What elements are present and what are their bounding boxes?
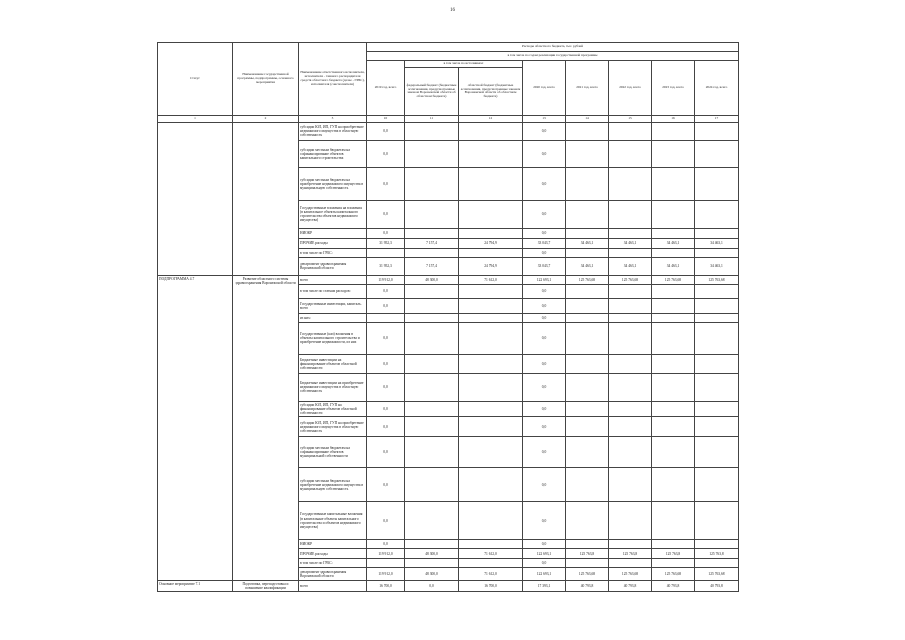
- cell-value: 0,0: [523, 559, 566, 568]
- cell-value: [459, 284, 523, 298]
- cell-value: [367, 248, 405, 257]
- cell-value: 17 393,1: [523, 581, 566, 592]
- header-2019: 2019 год, всего: [367, 61, 405, 116]
- cell-value: [459, 401, 523, 416]
- row-label: Государственные вложения на вложения (в капитальное объекты капитального строительства объектов недвижимого имущества): [299, 200, 367, 228]
- col-number: 16: [652, 115, 695, 122]
- status-cell: ПОДПРОГРАММА 4.7: [158, 275, 233, 580]
- cell-value: [695, 437, 739, 468]
- cell-value: [566, 468, 609, 502]
- header-status: Статус: [158, 43, 233, 116]
- cell-value: 40 793,8: [652, 581, 695, 592]
- row-label: в том числе по ГРБС:: [299, 248, 367, 257]
- cell-value: [405, 502, 459, 540]
- cell-value: [652, 167, 695, 200]
- row-label: всего: [299, 275, 367, 284]
- cell-value: [695, 322, 739, 354]
- page-number: 16: [450, 8, 455, 13]
- cell-value: [405, 122, 459, 140]
- cell-value: 40 793,8: [695, 581, 739, 592]
- cell-value: 125 763,8: [566, 549, 609, 559]
- cell-value: 40 793,8: [609, 581, 652, 592]
- cell-value: [695, 540, 739, 549]
- cell-value: [652, 200, 695, 228]
- header-expenses: Расходы областного бюджета, тыс. рублей: [367, 43, 739, 52]
- cell-value: [609, 167, 652, 200]
- cell-value: 0,0: [523, 122, 566, 140]
- cell-value: 0,0: [367, 167, 405, 200]
- cell-value: [609, 122, 652, 140]
- cell-value: [652, 228, 695, 238]
- cell-value: [652, 354, 695, 373]
- cell-value: [459, 228, 523, 238]
- row-label: в том числе по ГРБС:: [299, 559, 367, 568]
- header-source: Наименование ответственного исполнителя, исполнителя - главного распорядителя средств областного бюджета (далее - ГРБС), исполнителя (соисполнителя): [299, 43, 367, 116]
- cell-value: 31 952,3: [367, 238, 405, 248]
- cell-value: [459, 502, 523, 540]
- cell-value: [459, 200, 523, 228]
- row-label: ПРОЧИЕ расходы: [299, 238, 367, 248]
- row-label: субсидии местным бюджетам на софинансирование объектов муниципальной собственности: [299, 437, 367, 468]
- cell-value: [652, 284, 695, 298]
- cell-value: [695, 417, 739, 437]
- header-2020: 2020 год, всего: [523, 61, 566, 116]
- cell-value: [459, 417, 523, 437]
- cell-value: 16 700,0: [459, 581, 523, 592]
- cell-value: 0,0: [523, 140, 566, 167]
- cell-value: [459, 468, 523, 502]
- col-number: 17: [695, 115, 739, 122]
- cell-value: [367, 559, 405, 568]
- cell-value: 119 912,0: [367, 568, 405, 581]
- header-2024: 2024 год, всего: [695, 61, 739, 116]
- cell-value: [609, 313, 652, 322]
- cell-value: [405, 322, 459, 354]
- program-cell: Подготовка, переподготовка и повышение квалификации: [233, 581, 299, 592]
- row-label: НИОКР: [299, 540, 367, 549]
- cell-value: [652, 417, 695, 437]
- cell-value: 122 693,1: [523, 568, 566, 581]
- row-label: субсидии местным бюджетам на приобретение недвижимого имущества в муниципальную собственность: [299, 167, 367, 200]
- cell-value: [405, 417, 459, 437]
- cell-value: [459, 167, 523, 200]
- row-label: ПРОЧИЕ расходы: [299, 549, 367, 559]
- cell-value: [405, 167, 459, 200]
- cell-value: [609, 140, 652, 167]
- cell-value: 0,0: [367, 122, 405, 140]
- cell-value: [405, 373, 459, 401]
- cell-value: [695, 468, 739, 502]
- cell-value: [566, 417, 609, 437]
- cell-value: 48 300,0: [405, 568, 459, 581]
- cell-value: [652, 468, 695, 502]
- cell-value: [405, 401, 459, 416]
- cell-value: [652, 313, 695, 322]
- cell-value: 24 794,9: [459, 257, 523, 275]
- cell-value: 34 463,1: [695, 238, 739, 248]
- header-2023: 2023 год, всего: [652, 61, 695, 116]
- cell-value: 24 794,9: [459, 238, 523, 248]
- cell-value: [695, 298, 739, 313]
- cell-value: 125 763,68: [566, 275, 609, 284]
- cell-value: [652, 140, 695, 167]
- cell-value: [652, 559, 695, 568]
- cell-value: 0,0: [367, 298, 405, 313]
- cell-value: 0,0: [523, 284, 566, 298]
- cell-value: [459, 122, 523, 140]
- block1: [158, 122, 739, 275]
- status-cell: Основное мероприятие 7.1: [158, 581, 233, 592]
- cell-value: [459, 140, 523, 167]
- cell-value: 0,0: [523, 540, 566, 549]
- header-2022: 2022 год, всего: [609, 61, 652, 116]
- cell-value: [695, 284, 739, 298]
- header-program: Наименование государственной программы, подпрограммы, основного мероприятия: [233, 43, 299, 116]
- cell-value: [609, 417, 652, 437]
- cell-value: [405, 540, 459, 549]
- cell-value: 0,0: [367, 502, 405, 540]
- col-number: 3: [299, 115, 367, 122]
- cell-value: 34 463,1: [695, 257, 739, 275]
- row-label: всего: [299, 581, 367, 592]
- cell-value: 71 612,0: [459, 568, 523, 581]
- cell-value: 0,0: [367, 322, 405, 354]
- row-label: в том числе по статьям расходов:: [299, 284, 367, 298]
- cell-value: [609, 401, 652, 416]
- cell-value: [695, 122, 739, 140]
- cell-value: 0,0: [367, 284, 405, 298]
- cell-value: 125 763,68: [609, 568, 652, 581]
- table-row: [158, 122, 739, 140]
- cell-value: 125 763,68: [652, 568, 695, 581]
- row-label: субсидии ЮЛ, ИП, ГУП на приобретение недвижимого имущества в областную собственность: [299, 122, 367, 140]
- cell-value: [566, 401, 609, 416]
- cell-value: [566, 373, 609, 401]
- cell-value: [652, 322, 695, 354]
- cell-value: [405, 354, 459, 373]
- header-fed: федеральный бюджет (бюджетные ассигнования, предусмотренные законом Воронежской области об областном бюджете): [405, 67, 459, 115]
- cell-value: [609, 248, 652, 257]
- row-label: НИОКР: [299, 228, 367, 238]
- cell-value: [652, 248, 695, 257]
- cell-value: [405, 200, 459, 228]
- header-by-years: в том числе по годам реализации государственной программы: [367, 52, 739, 61]
- cell-value: 0,0: [523, 167, 566, 200]
- cell-value: 119 912,0: [367, 275, 405, 284]
- cell-value: 125 763,68: [695, 275, 739, 284]
- cell-value: 0,0: [523, 468, 566, 502]
- cell-value: [459, 322, 523, 354]
- cell-value: [566, 313, 609, 322]
- cell-value: [566, 354, 609, 373]
- cell-value: [695, 313, 739, 322]
- cell-value: 122 693,1: [523, 275, 566, 284]
- cell-value: [459, 559, 523, 568]
- cell-value: 0,0: [523, 298, 566, 313]
- block2: [158, 275, 739, 580]
- cell-value: [652, 298, 695, 313]
- cell-value: [695, 167, 739, 200]
- cell-value: [459, 437, 523, 468]
- cell-value: [566, 248, 609, 257]
- cell-value: 33 043,7: [523, 238, 566, 248]
- cell-value: 0,0: [523, 401, 566, 416]
- cell-value: [652, 502, 695, 540]
- cell-value: [566, 122, 609, 140]
- cell-value: 0,0: [367, 468, 405, 502]
- cell-value: [652, 122, 695, 140]
- cell-value: [405, 248, 459, 257]
- col-number: 14: [566, 115, 609, 122]
- cell-value: 48 300,0: [405, 275, 459, 284]
- cell-value: [609, 373, 652, 401]
- row-label: Бюджетные инвестиции на приобретение недвижимого имущества в областную собственность: [299, 373, 367, 401]
- cell-value: 34 463,1: [566, 238, 609, 248]
- cell-value: 40 793,8: [566, 581, 609, 592]
- cell-value: 0,0: [367, 200, 405, 228]
- cell-value: 125 763,68: [652, 275, 695, 284]
- row-label: Государственные инвестиции, капиталь. всего: [299, 298, 367, 313]
- col-number: 11: [405, 115, 459, 122]
- col-number: 15: [609, 115, 652, 122]
- cell-value: 0,0: [367, 437, 405, 468]
- cell-value: 0,0: [367, 401, 405, 416]
- cell-value: 0,0: [367, 373, 405, 401]
- cell-value: [566, 228, 609, 238]
- cell-value: [566, 284, 609, 298]
- cell-value: [459, 540, 523, 549]
- cell-value: 48 300,0: [405, 549, 459, 559]
- cell-value: [695, 248, 739, 257]
- cell-value: [566, 437, 609, 468]
- block3: [158, 581, 739, 592]
- cell-value: [566, 200, 609, 228]
- cell-value: [695, 354, 739, 373]
- cell-value: 0,0: [523, 502, 566, 540]
- cell-value: [695, 502, 739, 540]
- cell-value: [405, 559, 459, 568]
- cell-value: 0,0: [523, 417, 566, 437]
- cell-value: [652, 540, 695, 549]
- row-label: из них:: [299, 313, 367, 322]
- cell-value: 0,0: [367, 417, 405, 437]
- table-row: [158, 581, 739, 592]
- cell-value: 0,0: [523, 313, 566, 322]
- cell-value: [459, 298, 523, 313]
- cell-value: 0,0: [523, 354, 566, 373]
- cell-value: [695, 373, 739, 401]
- cell-value: [566, 502, 609, 540]
- cell-value: 0,0: [367, 228, 405, 238]
- cell-value: [695, 228, 739, 238]
- cell-value: [652, 373, 695, 401]
- cell-value: [609, 298, 652, 313]
- table-row: [158, 275, 739, 284]
- cell-value: [566, 322, 609, 354]
- cell-value: 0,0: [523, 200, 566, 228]
- cell-value: [566, 559, 609, 568]
- cell-value: [652, 437, 695, 468]
- cell-value: 125 763,8: [609, 549, 652, 559]
- cell-value: [609, 468, 652, 502]
- cell-value: [367, 313, 405, 322]
- cell-value: 34 463,1: [609, 238, 652, 248]
- cell-value: [609, 437, 652, 468]
- cell-value: [695, 140, 739, 167]
- col-number: 1: [158, 115, 233, 122]
- cell-value: [566, 167, 609, 200]
- cell-value: 31 952,3: [367, 257, 405, 275]
- col-number: 2: [233, 115, 299, 122]
- cell-value: [459, 313, 523, 322]
- row-label: субсидии местным бюджетам на софинансирование объектов капитального строительства: [299, 140, 367, 167]
- cell-value: [609, 559, 652, 568]
- cell-value: 34 463,1: [652, 238, 695, 248]
- cell-value: 16 700,0: [367, 581, 405, 592]
- col-number: 13: [523, 115, 566, 122]
- cell-value: [405, 437, 459, 468]
- row-label: Государственные капитальные вложения (в капитальные объекты капитального строительства и объектов недвижимого имущества): [299, 502, 367, 540]
- cell-value: 0,0: [367, 140, 405, 167]
- cell-value: 33 043,7: [523, 257, 566, 275]
- cell-value: 125 763,68: [695, 568, 739, 581]
- cell-value: 7 157,4: [405, 238, 459, 248]
- cell-value: 125 763,8: [652, 549, 695, 559]
- cell-value: [566, 140, 609, 167]
- cell-value: 0,0: [367, 354, 405, 373]
- cell-value: [609, 354, 652, 373]
- cell-value: 34 463,1: [652, 257, 695, 275]
- cell-value: [459, 354, 523, 373]
- cell-value: [609, 502, 652, 540]
- cell-value: [609, 322, 652, 354]
- col-number: 10: [367, 115, 405, 122]
- cell-value: 7 157,4: [405, 257, 459, 275]
- header-incl: в том числе по источникам:: [405, 61, 523, 68]
- cell-value: 34 463,1: [566, 257, 609, 275]
- cell-value: 71 612,0: [459, 275, 523, 284]
- cell-value: 125 763,8: [695, 549, 739, 559]
- cell-value: 0,0: [523, 248, 566, 257]
- budget-table: [157, 42, 739, 592]
- cell-value: [566, 298, 609, 313]
- row-label: Бюджетные инвестиции на финансирование объектов областной собственности: [299, 354, 367, 373]
- row-label: департамент здравоохранения Воронежской области: [299, 568, 367, 581]
- program-cell: Развитие областного системы здравоохранения Воронежской области: [233, 275, 299, 580]
- cell-value: [652, 401, 695, 416]
- cell-value: 71 612,0: [459, 549, 523, 559]
- cell-value: [405, 228, 459, 238]
- header-2021: 2021 год, всего: [566, 61, 609, 116]
- cell-value: 122 693,1: [523, 549, 566, 559]
- cell-value: [405, 140, 459, 167]
- cell-value: 0,0: [367, 540, 405, 549]
- cell-value: 0,0: [405, 581, 459, 592]
- cell-value: 0,0: [523, 437, 566, 468]
- row-label: субсидии ЮЛ, ИП, ГУП на приобретение недвижимого имущества в областную собственность: [299, 417, 367, 437]
- cell-value: 119 912,0: [367, 549, 405, 559]
- cell-value: [609, 284, 652, 298]
- cell-value: [405, 284, 459, 298]
- cell-value: 125 763,68: [566, 568, 609, 581]
- cell-value: [459, 248, 523, 257]
- cell-value: 0,0: [523, 228, 566, 238]
- col-number: 12: [459, 115, 523, 122]
- cell-value: [405, 468, 459, 502]
- cell-value: 0,0: [523, 373, 566, 401]
- row-label: департамент здравоохранения Воронежской области: [299, 257, 367, 275]
- cell-value: [695, 559, 739, 568]
- cell-value: [695, 200, 739, 228]
- cell-value: [566, 540, 609, 549]
- program-cell: [233, 122, 299, 275]
- cell-value: 0,0: [523, 322, 566, 354]
- row-label: субсидии местным бюджетам на приобретение недвижимого имущества в муниципальную собственность: [299, 468, 367, 502]
- cell-value: 125 763,68: [609, 275, 652, 284]
- header-reg: областной бюджет (бюджетные ассигнования, предусмотренные законом Воронежской области об областном бюджете): [459, 67, 523, 115]
- cell-value: [405, 298, 459, 313]
- cell-value: [609, 228, 652, 238]
- cell-value: [459, 373, 523, 401]
- cell-value: [609, 200, 652, 228]
- row-label: Государственные (кап) вложения в объекты капитального строительства и приобретение недвижимости, из них: [299, 322, 367, 354]
- row-label: субсидии ЮЛ, ИП, ГУП на финансирование объектов областной собственности: [299, 401, 367, 416]
- cell-value: [405, 313, 459, 322]
- cell-value: [695, 401, 739, 416]
- status-cell: [158, 122, 233, 275]
- cell-value: [609, 540, 652, 549]
- cell-value: 34 463,1: [609, 257, 652, 275]
